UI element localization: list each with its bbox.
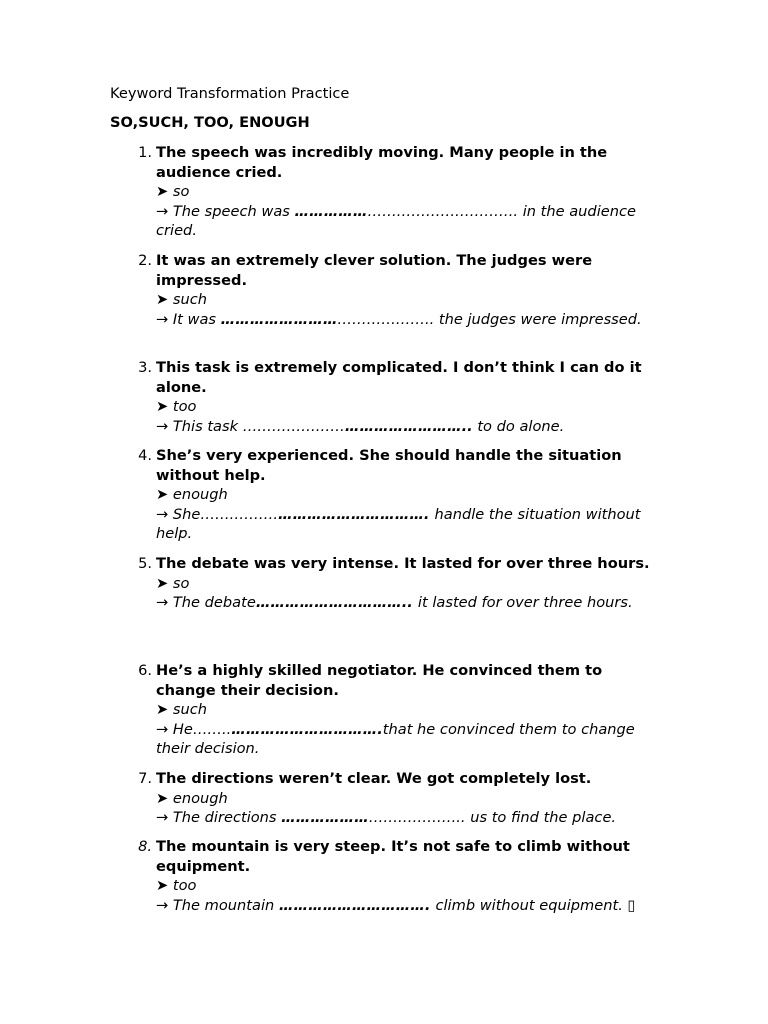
exercise-answer-line <box>156 808 666 828</box>
exercise-item-8 <box>138 837 666 915</box>
answer-start: → The directions <box>156 809 282 826</box>
exercise-number: 3. <box>138 359 152 376</box>
exercise-number: 5. <box>138 555 152 572</box>
exercise-prompt: This task is extremely complicated. I don’t think I can do it alone. <box>156 359 642 396</box>
answer-blank-bold: ………………………….. <box>255 594 418 611</box>
exercise-prompt: The speech was incredibly moving. Many people in the audience cried. <box>156 144 608 181</box>
exercise-keyword: ➤ enough <box>156 789 228 807</box>
exercise-prompt: It was an extremely clever solution. The judges were impressed. <box>156 252 593 289</box>
answer-end: to do alone. <box>472 417 565 435</box>
exercise-keyword: ➤ such <box>156 701 207 718</box>
answer-end: it lasted for over three hours. <box>417 594 633 611</box>
answer-start: → It was <box>156 310 221 328</box>
exercise-number: 6. <box>138 662 152 679</box>
exercise-number: 7. <box>138 770 152 787</box>
answer-end: us to find the place. <box>470 809 617 826</box>
exercise-keyword: ➤ such <box>156 291 207 308</box>
exercise-answer-line <box>156 593 666 613</box>
exercise-keyword: ➤ enough <box>156 486 228 503</box>
answer-blank-bold: …………………….. <box>344 417 473 435</box>
answer-blank: ……………. <box>200 505 278 523</box>
answer-blank-bold: …………………………. <box>277 505 435 523</box>
exercise-item-1 <box>138 143 666 241</box>
answer-blank-bold: ……………… <box>281 809 369 826</box>
answer-start: → She <box>156 505 201 523</box>
answer-start: → He <box>156 720 193 738</box>
missing-glyph-icon: ▯ <box>627 896 636 914</box>
answer-blank: ……………….. <box>368 809 471 826</box>
section-heading: SO,SUCH, TOO, ENOUGH <box>110 114 310 131</box>
exercise-keyword: ➤ so <box>156 183 190 200</box>
exercise-item-3 <box>138 358 666 436</box>
answer-start: → This task <box>156 417 243 435</box>
exercise-item-5 <box>138 554 666 613</box>
answer-blank: ……………….. <box>337 310 439 328</box>
exercise-prompt: He’s a highly skilled negotiator. He convinced them to change their decision. <box>156 662 603 699</box>
exercise-prompt: The mountain is very steep. It’s not safe to climb without equipment. <box>156 838 630 875</box>
exercise-item-4 <box>138 446 666 544</box>
exercise-prompt: She’s very experienced. She should handle the situation without help. <box>156 447 622 484</box>
exercise-answer-line <box>156 202 666 241</box>
exercise-prompt: The directions weren’t clear. We got completely lost. <box>156 770 592 787</box>
answer-blank: …………………………. <box>367 202 523 220</box>
answer-blank: ………………… <box>242 417 345 435</box>
answer-end: handle the situation without help. <box>156 505 641 542</box>
exercise-answer-line <box>156 720 666 759</box>
answer-start: → The debate <box>156 594 256 611</box>
exercise-item-6 <box>138 661 666 759</box>
exercise-prompt: The debate was very intense. It lasted for over three hours. <box>156 555 650 572</box>
answer-end: in the audience cried. <box>156 202 636 239</box>
exercise-answer-line <box>156 505 666 544</box>
answer-end: that he convinced them to change their decision. <box>156 720 635 757</box>
exercise-number: 8. <box>138 838 152 855</box>
document-title: Keyword Transformation Practice <box>110 85 350 102</box>
exercise-number: 4. <box>138 447 152 464</box>
exercise-item-7 <box>138 769 666 828</box>
exercise-number: 1. <box>138 144 152 161</box>
answer-blank-bold: …………………… <box>220 310 338 328</box>
answer-end: climb without equipment. <box>435 896 628 914</box>
exercise-keyword: ➤ so <box>156 574 190 592</box>
answer-blank-bold: …………… <box>294 202 368 220</box>
answer-end: the judges were impressed. <box>438 310 642 328</box>
exercise-item-2 <box>138 251 666 329</box>
exercise-answer-line <box>156 417 666 437</box>
answer-blank: …….. <box>192 720 232 738</box>
exercise-keyword: ➤ too <box>156 877 197 894</box>
exercise-answer-line <box>156 310 666 330</box>
exercise-keyword: ➤ too <box>156 398 197 415</box>
answer-blank-bold: …………………………. <box>231 720 383 738</box>
exercise-answer-line <box>156 896 666 916</box>
answer-start: → The speech was <box>156 202 295 220</box>
exercise-number: 2. <box>138 252 152 269</box>
answer-start: → The mountain <box>156 896 279 914</box>
answer-blank-bold: …………………………. <box>278 896 436 914</box>
